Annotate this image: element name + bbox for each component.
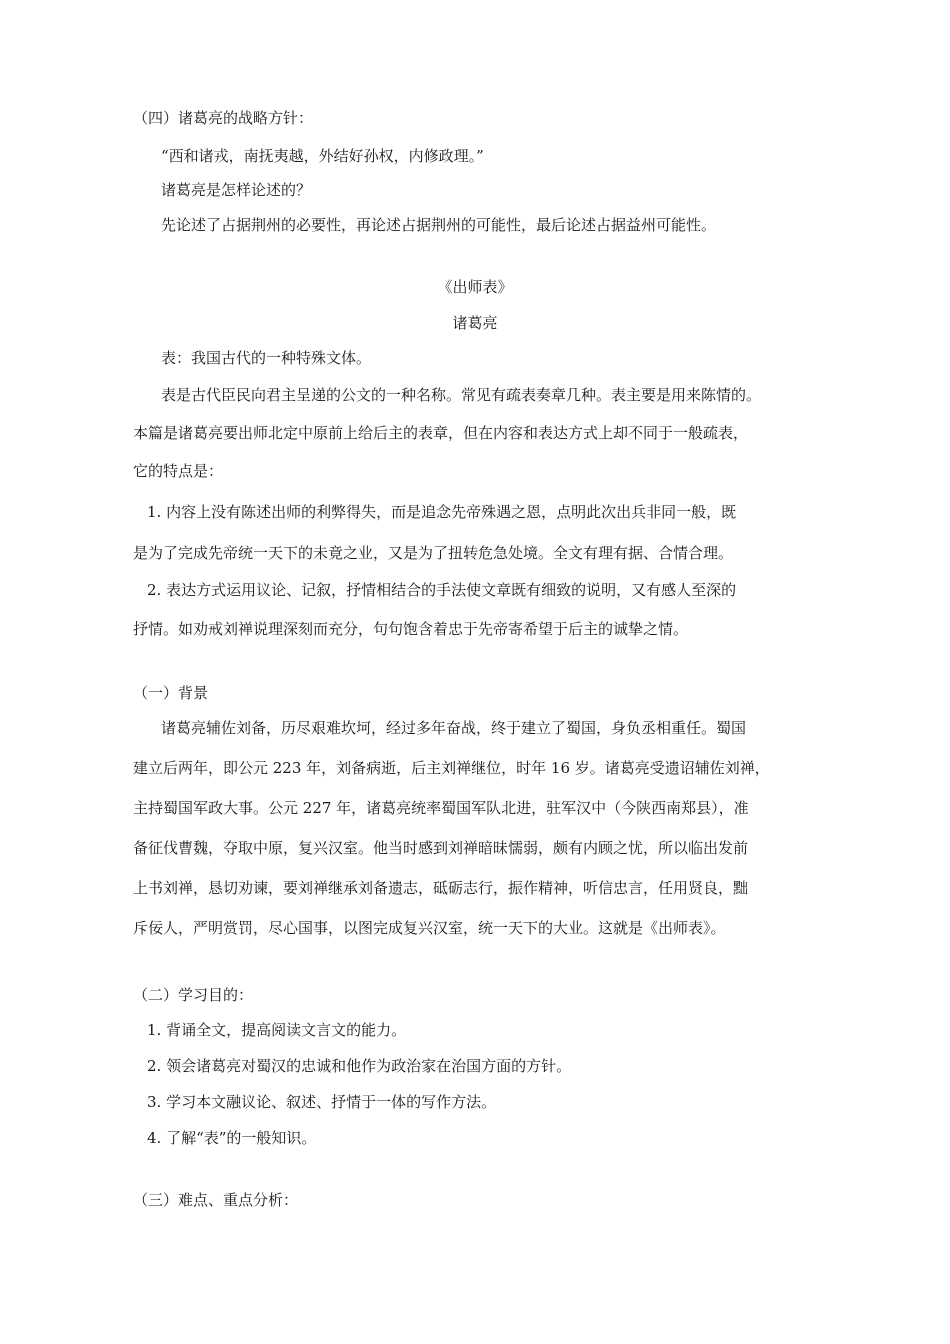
strategy-quote: “西和诸戎，南抚夷越，外结好孙权，内修政理。” [161,147,484,165]
intro-point-2: 2. 表达方式运用议论、记叙，抒情相结合的手法使文章既有细致的说明，又有感人至深的 [147,581,737,599]
background-line: 建立后两年，即公元 223 年，刘备病逝，后主刘禅继位，时年 16 岁。诸葛亮受遗诏辅佐刘禅， [133,759,770,777]
intro-point-2-cont: 抒情。如劝戒刘禅说理深刻而充分，句句饱含着忠于先帝寄希望于后主的诚挚之情。 [133,620,689,638]
strategy-question: 诸葛亮是怎样论述的？ [161,181,312,199]
background-line: 上书刘禅，恳切劝谏，要刘禅继承刘备遗志，砥砺志行，振作精神，听信忠言，任用贤良，黜 [133,879,749,897]
strategy-heading: （四）诸葛亮的战略方针： [133,109,314,127]
intro-line: 表是古代臣民向君主呈递的公文的一种名称。常见有疏表奏章几种。表主要是用来陈情的。 [161,386,762,404]
background-line: 斥佞人，严明赏罚，尽心国事，以图完成复兴汉室，统一天下的大业。这就是《出师表》。 [133,919,726,937]
intro-point-1-cont: 是为了完成先帝统一天下的未竟之业，又是为了扭转危急处境。全文有理有据、合情合理。 [133,544,734,562]
background-line: 主持蜀国军政大事。公元 227 年，诸葛亮统率蜀国军队北进，驻军汉中（今陕西南郑县），准 [133,799,749,817]
background-line: 诸葛亮辅佐刘备，历尽艰难坎坷，经过多年奋战，终于建立了蜀国，身负丞相重任。蜀国 [161,719,747,737]
intro-line: 本篇是诸葛亮要出师北定中原前上给后主的表章，但在内容和表达方式上却不同于一般疏表， [133,424,749,442]
goal-item: 2. 领会诸葛亮对蜀汉的忠诚和他作为政治家在治国方面的方针。 [147,1057,572,1075]
intro-point-1: 1. 内容上没有陈述出师的利弊得失，而是追念先帝殊遇之恩，点明此次出兵非同一般，既 [147,503,737,521]
analysis-heading: （三）难点、重点分析： [133,1191,299,1209]
strategy-answer: 先论述了占据荆州的必要性，再论述占据荆州的可能性，最后论述占据益州可能性。 [161,216,717,234]
goal-item: 3. 学习本文融议论、叙述、抒情于一体的写作方法。 [147,1093,497,1111]
work-author: 诸葛亮 [452,314,498,332]
goal-item: 1. 背诵全文，提高阅读文言文的能力。 [147,1021,407,1039]
intro-definition: 表：我国古代的一种特殊文体。 [161,349,372,367]
intro-line: 它的特点是： [133,462,224,480]
goal-item: 4. 了解“表”的一般知识。 [147,1129,317,1147]
goals-heading: （二）学习目的： [133,986,254,1004]
work-title: 《出师表》 [437,278,513,296]
background-heading: （一）背景 [133,684,209,702]
background-line: 备征伐曹魏，夺取中原，复兴汉室。他当时感到刘禅暗昧懦弱，颇有内顾之忧，所以临出发前 [133,839,749,857]
